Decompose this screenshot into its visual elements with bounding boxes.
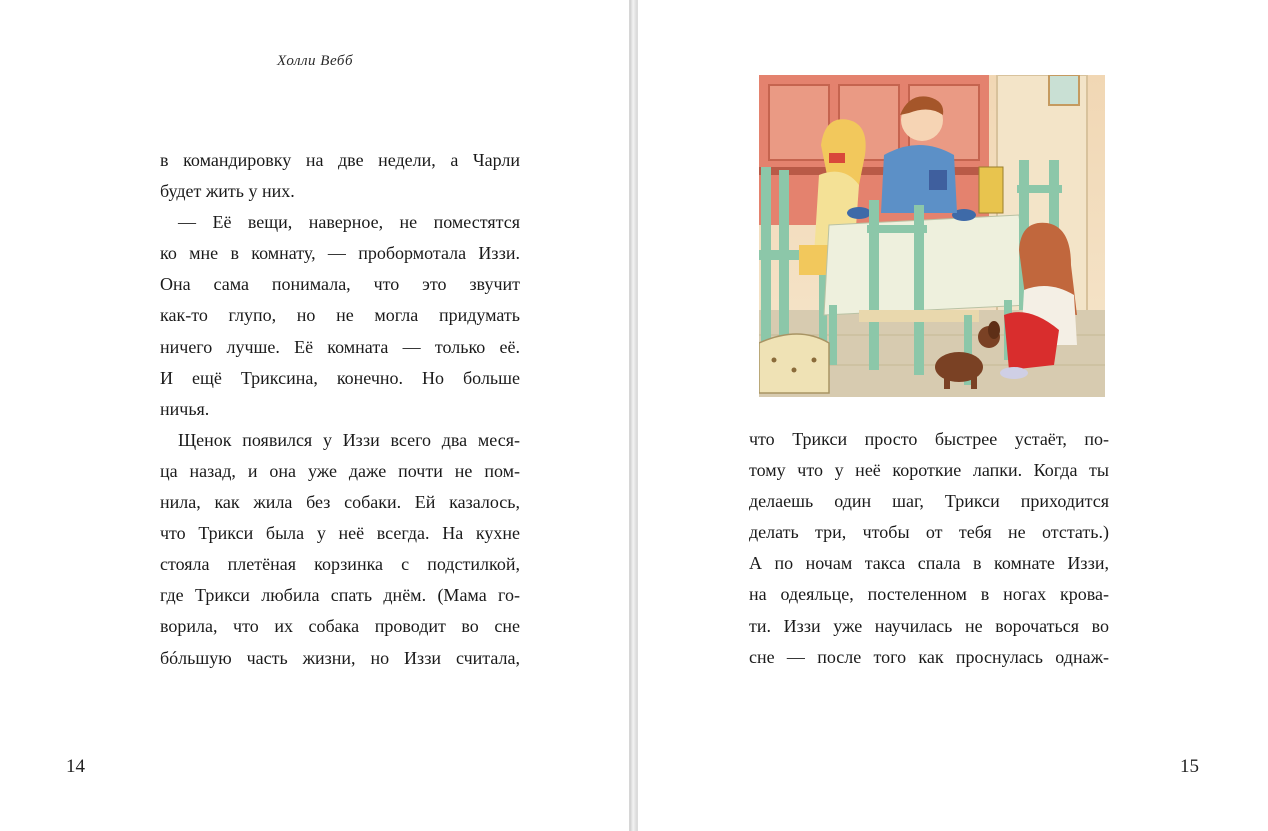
text-line: тому что у неё короткие лапки. Когда ты <box>749 460 1109 481</box>
text-line: нила, как жила без собаки. Ей казалось, <box>160 492 520 513</box>
text-line: И ещё Триксина, конечно. Но больше <box>160 367 520 388</box>
text-line: стояла плетёная корзинка с подстилкой, <box>160 554 520 575</box>
text-line: ворила, что их собака проводит во сне <box>160 616 520 637</box>
text-line: Щенок появился у Иззи всего два меся- <box>178 429 520 450</box>
page-number-left: 14 <box>66 756 85 777</box>
text-line: — Её вещи, наверное, не поместятся <box>178 212 520 233</box>
left-page-text <box>160 145 520 674</box>
text-line: как-то глупо, но не могла придумать <box>160 305 520 326</box>
text-line: ти. Иззи уже научилась не ворочаться во <box>749 615 1109 636</box>
text-line: будет жить у них. <box>160 181 295 202</box>
page-number-right: 15 <box>1180 756 1199 777</box>
text-line: ничья. <box>160 398 210 419</box>
text-line: делать три, чтобы от тебя не отстать.) <box>749 522 1109 543</box>
text-line: ца назад, и она уже даже почти не пом- <box>160 460 520 481</box>
kitchen-illustration <box>759 75 1105 397</box>
text-line: что Трикси была у неё всегда. На кухне <box>160 523 520 544</box>
text-line: в командировку на две недели, а Чарли <box>160 150 520 170</box>
text-line: ко мне в комнату, — пробормотала Иззи. <box>160 243 520 264</box>
text-line: что Трикси просто быстрее устаёт, по- <box>749 429 1109 449</box>
text-line: Она сама понимала, что это звучит <box>160 274 520 295</box>
text-line: делаешь один шаг, Трикси приходится <box>749 491 1109 512</box>
right-page-text <box>749 424 1109 673</box>
text-line: бóльшую часть жизни, но Иззи считала, <box>160 647 520 668</box>
text-line: А по ночам такса спала в комнате Иззи, <box>749 553 1109 574</box>
running-head: Холли Вебб <box>276 53 354 69</box>
text-line: сне — после того как проснулась однаж- <box>749 646 1109 667</box>
text-line: на одеяльце, постеленном в ногах крова- <box>749 584 1109 605</box>
text-line: где Трикси любила спать днём. (Мама го- <box>160 585 520 606</box>
text-line: ничего лучше. Её комната — только её. <box>160 336 520 357</box>
book-gutter <box>630 0 637 831</box>
